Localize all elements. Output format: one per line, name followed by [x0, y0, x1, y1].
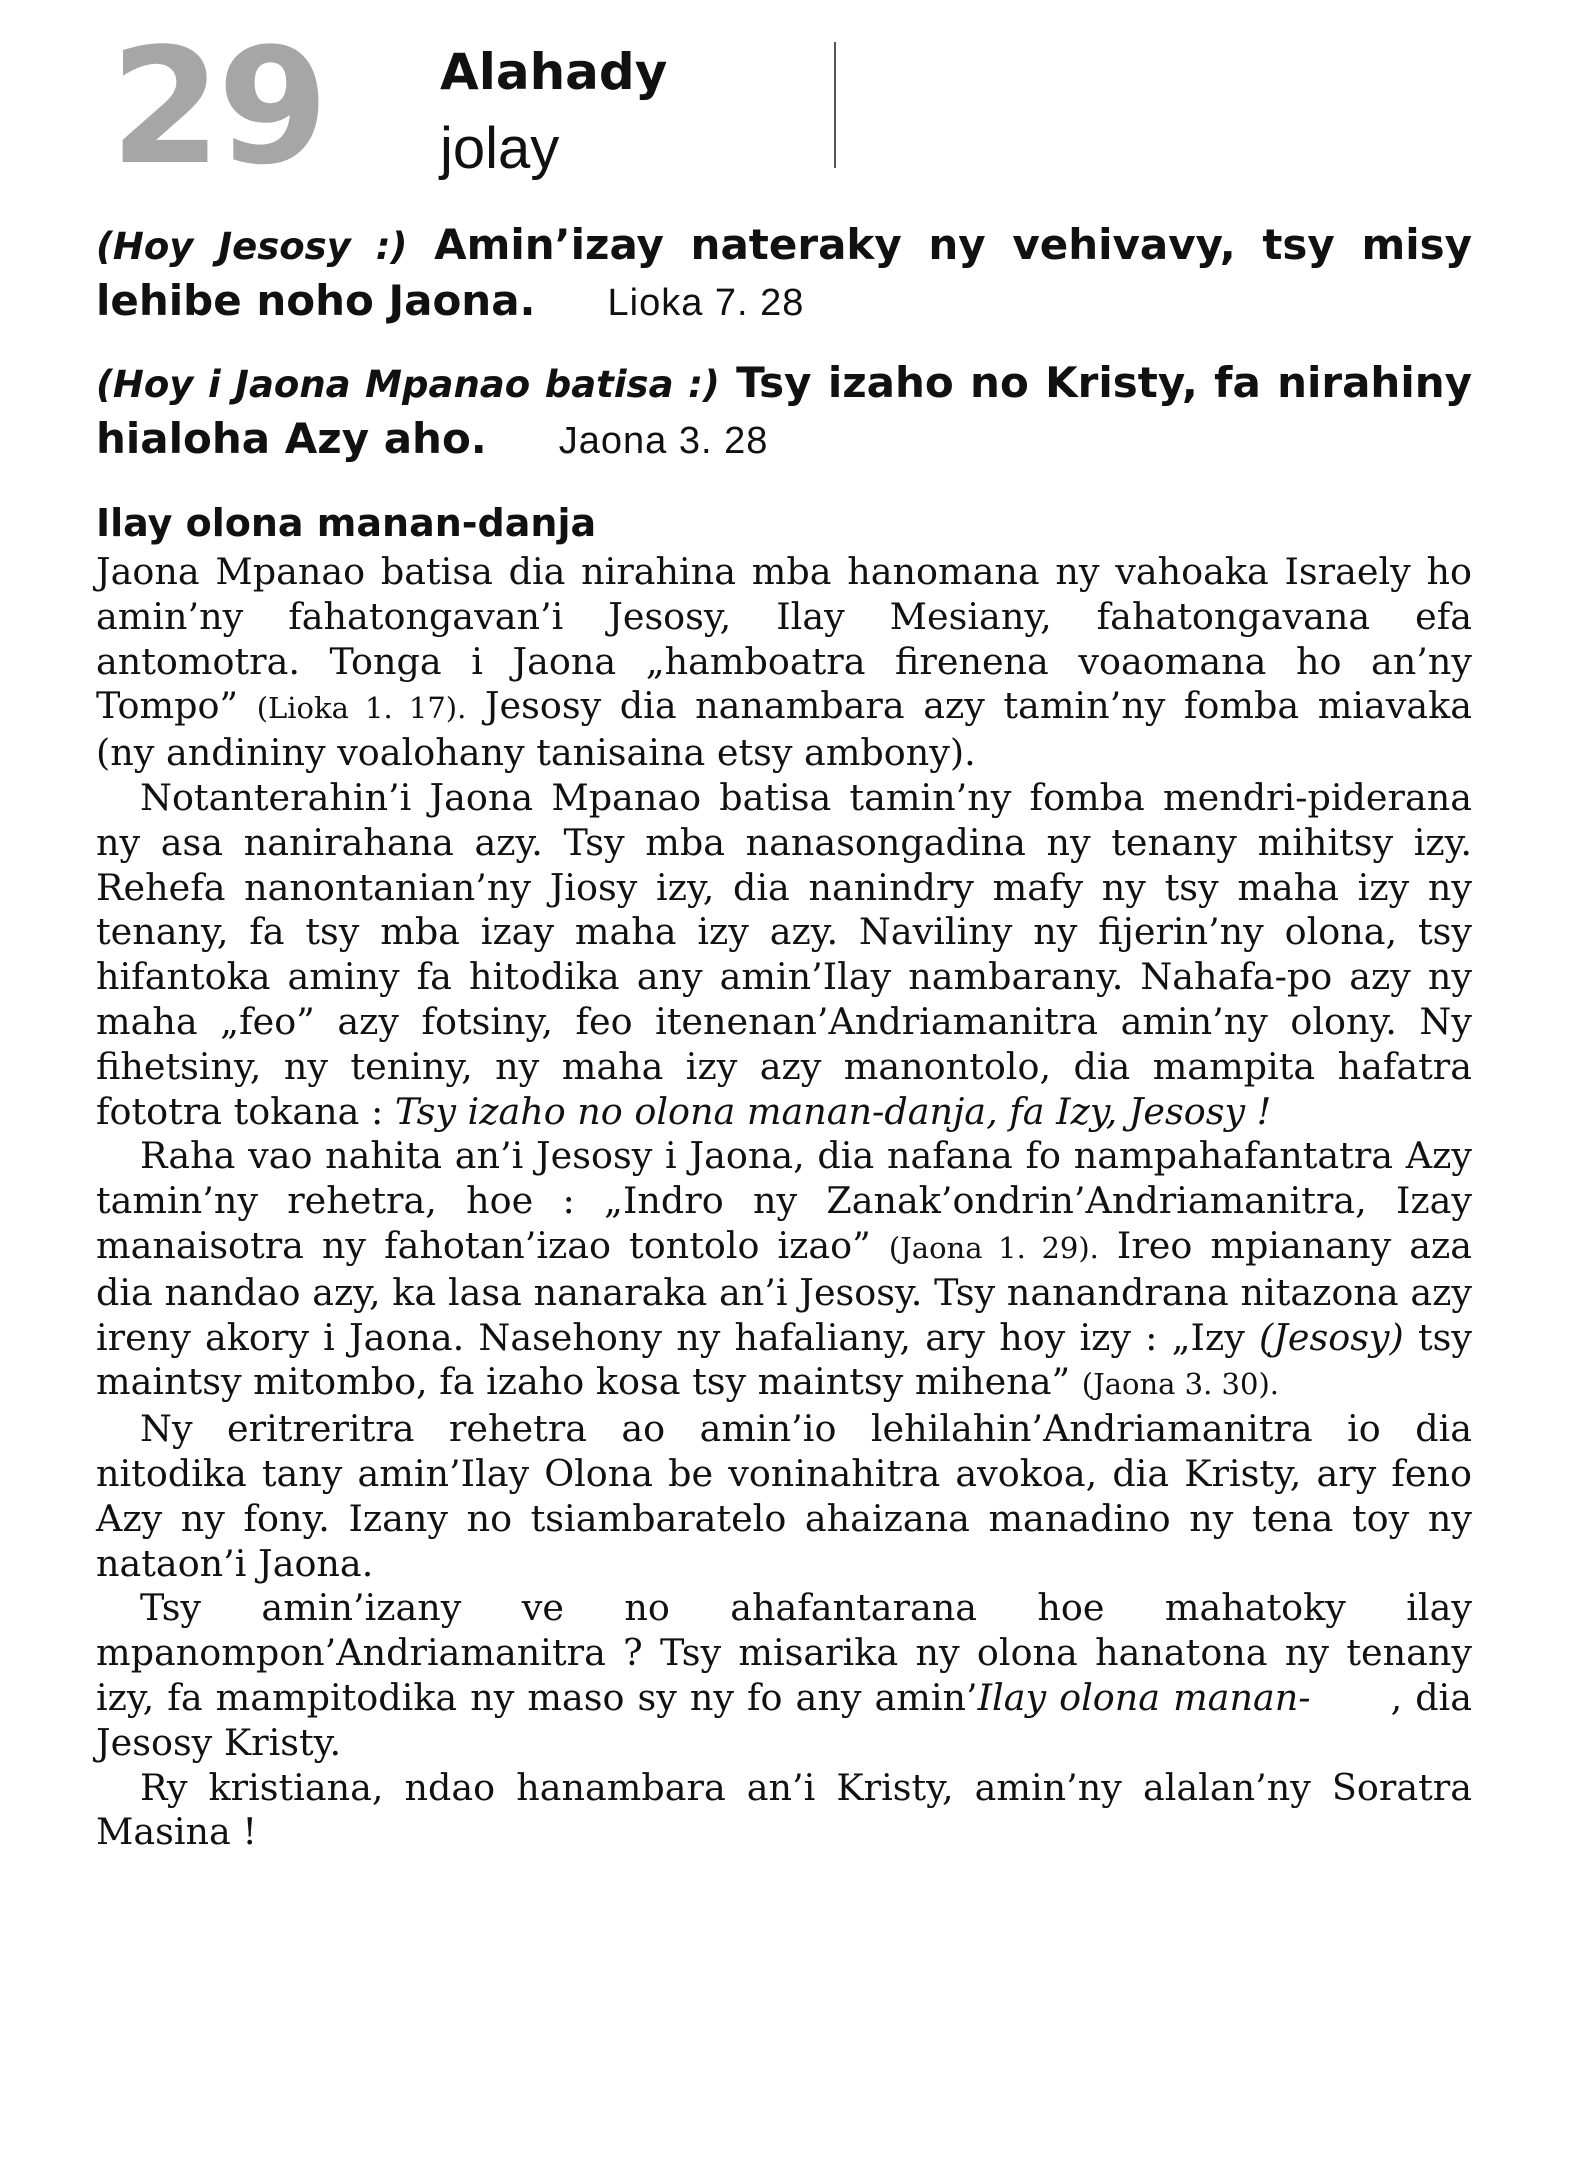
day-number: 29: [110, 13, 325, 200]
meditation-title: Ilay olona manan-danja: [96, 501, 597, 545]
p5-text-a: Tsy amin’izany ve no ahafantarana hoe mahatoky ilay mpanompon’Andriamanitra ? Tsy misarika ny olona hanatona ny tenany izy, fa mampitodika ny maso sy ny fo any amin’: [96, 1586, 1472, 1719]
p1-text-b: Jesosy dia nanambara azy tamin’ny fomba miavaka (ny andininy voalohany tanisaina etsy ambony).: [96, 684, 1473, 775]
p3-text-a: Raha vao nahita an’i Jesosy i Jaona, dia nafana fo nampahafantatra Azy tamin’ny rehetra, hoe : „Indro ny Zanak’ondrin’Andriamanitra, Izay manaisotra ny fahotan’izao tontolo izao”: [96, 1134, 1472, 1267]
p2-text: Notanterahin’i Jaona Mpanao batisa tamin’ny fomba mendri-piderana ny asa nanirahana azy. Tsy mba nanasongadina ny tenany mihitsy izy. Rehefa nanontanian’ny Jiosy izy, dia nanindry mafy ny tsy maha izy ny tenany, fa tsy mba izay maha izy azy. Naviliny ny fijerin’ny olona, tsy hifantoka aminy fa hitodika any amin’Ilay nambarany. Nahafa-po azy ny maha „feo” azy fotsiny, feo itenenan’Andriamanitra amin’ny olony. Ny fihetsiny, ny teniny, ny maha izy azy manontolo, dia mampita hafatra fototra tokana :: [96, 775, 1472, 1133]
meditation-body: [96, 550, 1472, 1855]
p3-italic: (Jesosy): [1259, 1315, 1404, 1359]
verse-1-intro: (Hoy Jesosy :): [96, 225, 408, 268]
paragraph-3: [96, 1134, 1472, 1407]
verse-1: [96, 218, 1472, 330]
p5-italic: Ilay olona manan-: [977, 1675, 1311, 1719]
p3-text-c: tsy maintsy mitombo, fa izaho kosa tsy maintsy mihena”: [96, 1315, 1473, 1404]
paragraph-4: Ny eritreritra rehetra ao amin’io lehilahin’Andriamanitra io dia nitodika tany amin’Ilay Olona be voninahitra avokoa, dia Kristy, ary feno Azy ny fony. Izany no tsiambaratelo ahaizana manadino ny tena toy ny nataon’i Jaona.: [96, 1407, 1472, 1585]
paragraph-1: [96, 550, 1472, 776]
verse-1-text: Amin’izay nateraky ny vehivavy, tsy misy lehibe noho Jaona.: [96, 220, 1472, 325]
verse-1-reference: Lioka 7. 28: [607, 282, 805, 324]
p3-reference-1: (Jaona 1. 29).: [888, 1230, 1099, 1265]
p1-reference: (Lioka 1. 17).: [256, 691, 467, 726]
verse-2-intro: (Hoy i Jaona Mpanao batisa :): [96, 363, 720, 406]
p2-italic: Tsy izaho no olona manan-danja, fa Izy, Jesosy !: [394, 1089, 1272, 1133]
header-divider: [834, 42, 836, 168]
paragraph-5: [96, 1586, 1472, 1765]
verse-2-reference: Jaona 3. 28: [558, 420, 769, 462]
verse-2-text: Tsy izaho no Kristy, fa nirahiny hialoha Azy aho.: [96, 358, 1472, 463]
day-name: Alahady: [440, 43, 668, 101]
paragraph-6: Ry kristiana, ndao hanambara an’i Kristy, amin’ny alalan’ny Soratra Masina !: [96, 1765, 1472, 1854]
p3-text-b: Ireo mpianany aza dia nandao azy, ka lasa nanaraka an’i Jesosy. Tsy nanandrana nitazona azy ireny akory i Jaona. Nasehony ny hafaliany, ary hoy izy : „Izy: [96, 1223, 1472, 1359]
p5-text-b: , dia Jesosy Kristy.: [96, 1675, 1472, 1764]
month-name: jolay: [440, 116, 560, 181]
p3-reference-2: (Jaona 3. 30).: [1081, 1367, 1279, 1402]
p1-text-a: Jaona Mpanao batisa dia nirahina mba hanomana ny vahoaka Israely ho amin’ny fahatongavan’i Jesosy, Ilay Mesiany, fahatongavana efa antomotra. Tonga i Jaona „hamboatra firenena voaomana ho an’ny Tompo”: [96, 550, 1472, 728]
paragraph-2: [96, 776, 1472, 1134]
verse-2: [96, 356, 1472, 468]
